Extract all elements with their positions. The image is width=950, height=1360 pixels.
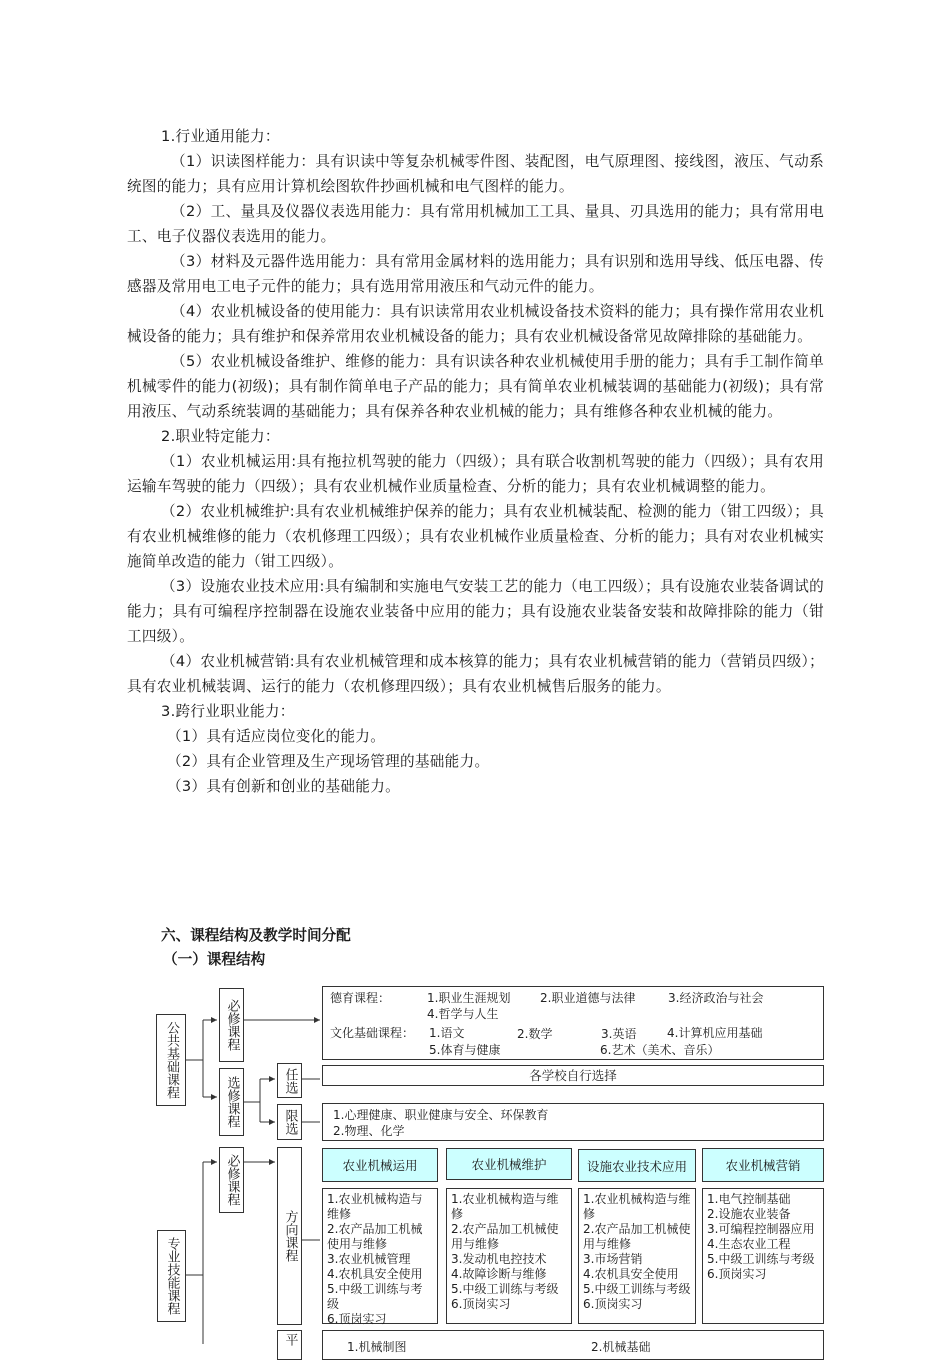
moral-item: 3.经济政治与社会 [668, 991, 764, 1005]
moral-label: 德育课程： [330, 991, 391, 1005]
culture-item: 6.艺术（美术、音乐） [600, 1043, 720, 1057]
school-choice-box [322, 1065, 824, 1086]
optional-elective-box: 任选 [277, 1063, 302, 1098]
direction-courses-list-4 [702, 1188, 824, 1324]
course-item: 2.农产品加工机械使用与维修 [327, 1222, 423, 1251]
course-item: 2.设施农业装备 [707, 1207, 791, 1221]
culture-item: 4.计算机应用基础 [667, 1026, 763, 1040]
platform-courses-items-box [322, 1330, 824, 1360]
paragraph: （3）具有创新和创业的基础能力。 [167, 778, 400, 795]
course-item: 5.中级工训练与考级 [451, 1282, 559, 1296]
culture-item: 2.数学 [517, 1027, 553, 1041]
course-item: 4.生态农业工程 [707, 1237, 791, 1251]
paragraph: （2）农业机械维护:具有农业机械维护保养的能力；具有农业机械装配、检测的能力（钳工四级）；具有农业机械维修的能力（农机修理工四级）；具有农业机械作业质量检查、分析的能力；具有对农业机械实施简单改造的能力（钳工四级）。 [127, 503, 824, 570]
culture-item: 5.体育与健康 [429, 1043, 501, 1057]
course-item: 2.农产品加工机械使用与维修 [583, 1222, 691, 1251]
course-item: 2.农产品加工机械使用与维修 [451, 1222, 559, 1251]
required-courses-box-top: 必修课程 [219, 988, 244, 1062]
course-item: 4.农机具安全使用 [583, 1267, 679, 1281]
course-item: 1.农业机械构造与维修 [583, 1192, 691, 1221]
subsection-heading: （一）课程结构 [163, 951, 266, 968]
culture-label: 文化基础课程： [330, 1026, 415, 1040]
paragraph: 3.跨行业职业能力： [161, 703, 295, 720]
section-heading: 六、课程结构及教学时间分配 [161, 927, 351, 944]
paragraph: （1）农业机械运用:具有拖拉机驾驶的能力（四级）；具有联合收割机驾驶的能力（四级）；具有农用运输车驾驶的能力（四级）；具有农业机械作业质量检查、分析的能力；具有农业机械调整的能力。 [127, 453, 824, 495]
paragraph: （1）具有适应岗位变化的能力。 [167, 728, 386, 745]
course-item: 4.故障诊断与维修 [451, 1267, 547, 1281]
course-item: 3.市场营销 [583, 1252, 643, 1266]
course-item: 5.中级工训练与考级 [327, 1282, 423, 1311]
paragraph: （5）农业机械设备维护、维修的能力：具有识读各种农业机械使用手册的能力；具有手工制作简单机械零件的能力(初级)；具有制作简单电子产品的能力；具有简单农业机械装调的基础能力(初级)；具有常用液压、气动系统装调的基础能力；具有保养各种农业机械的能力；具有维修各种农业机械的能力。 [127, 353, 824, 420]
course-item: 3.可编程控制器应用 [707, 1222, 815, 1236]
direction-header-facility-agri-tech: 设施农业技术应用 [578, 1149, 696, 1182]
limited-elective-item: 2.物理、化学 [333, 1124, 405, 1138]
paragraph: （4）农业机械设备的使用能力：具有识读常用农业机械设备技术资料的能力；具有操作常用农业机械设备的能力；具有维护和保养常用农业机械设备的能力；具有农业机械设备常见故障排除的基础能力。 [127, 303, 824, 345]
course-item: 1.农业机械构造与维修 [451, 1192, 559, 1221]
direction-courses-list-1 [322, 1188, 438, 1324]
course-item: 1.农业机械构造与维修 [327, 1192, 423, 1221]
paragraph: （4）农业机械营销:具有农业机械管理和成本核算的能力；具有农业机械营销的能力（营销员四级）；具有农业机械装调、运行的能力（农机修理四级）；具有农业机械售后服务的能力。 [127, 653, 824, 695]
course-item: 3.农业机械管理 [327, 1252, 411, 1266]
direction-header-agri-machinery-maintenance: 农业机械维护 [446, 1148, 572, 1180]
direction-courses-box: 方向课程 [277, 1147, 302, 1325]
required-courses-box-bottom: 必修课程 [219, 1147, 244, 1213]
paragraph: （3）材料及元器件选用能力：具有常用金属材料的选用能力；具有识别和选用导线、低压电器、传感器及常用电工电子元件的能力；具有选用常用液压和气动元件的能力。 [127, 253, 824, 295]
direction-courses-list-3 [578, 1188, 696, 1324]
course-item: 5.中级工训练与考级 [583, 1282, 691, 1296]
school-choice-text: 各学校自行选择 [529, 1067, 617, 1083]
elective-courses-box: 选修课程 [219, 1068, 244, 1136]
platform-course-item: 1.机械制图 [347, 1340, 407, 1354]
culture-item: 3.英语 [601, 1027, 637, 1041]
course-item: 1.电气控制基础 [707, 1192, 791, 1206]
moral-item: 4.哲学与人生 [427, 1007, 499, 1021]
course-item: 6.顶岗实习 [583, 1297, 643, 1311]
course-item: 6.顶岗实习 [707, 1267, 767, 1281]
direction-courses-list-2 [446, 1188, 572, 1324]
direction-header-agri-machinery-marketing: 农业机械营销 [702, 1148, 824, 1182]
professional-skill-courses-box: 专业技能课程 [157, 1230, 186, 1322]
course-item: 4.农机具安全使用 [327, 1267, 423, 1281]
paragraph: （2）具有企业管理及生产现场管理的基础能力。 [167, 753, 490, 770]
limited-elective-items-box [322, 1103, 824, 1141]
moral-item: 1.职业生涯规划 [427, 991, 511, 1005]
paragraph: 1.行业通用能力： [161, 128, 280, 145]
public-basic-courses-box: 公共基础课程 [156, 1014, 186, 1106]
course-item: 6.顶岗实习 [451, 1297, 511, 1311]
culture-item: 1.语文 [429, 1026, 465, 1040]
paragraph: （3）设施农业技术应用:具有编制和实施电气安装工艺的能力（电工四级）；具有设施农业装备调试的能力；具有可编程序控制器在设施农业装备中应用的能力；具有设施农业装备安装和故障排除的能力（钳工四级）。 [127, 578, 824, 645]
paragraph: （1）识读图样能力：具有识读中等复杂机械零件图、装配图，电气原理图、接线图，液压、气动系统图的能力；具有应用计算机绘图软件抄画机械和电气图样的能力。 [127, 153, 824, 195]
moral-culture-courses-box [322, 986, 824, 1060]
limited-elective-box: 限选 [277, 1104, 302, 1140]
course-item: 5.中级工训练与考级 [707, 1252, 815, 1266]
platform-course-item: 2.机械基础 [591, 1340, 651, 1354]
paragraph: 2.职业特定能力： [161, 428, 280, 445]
course-item: 6.顶岗实习 [327, 1312, 387, 1326]
course-item: 3.发动机电控技术 [451, 1252, 547, 1266]
platform-courses-box: 平 [277, 1330, 302, 1360]
paragraph: （2）工、量具及仪器仪表选用能力：具有常用机械加工工具、量具、刃具选用的能力；具有常用电工、电子仪器仪表选用的能力。 [127, 203, 824, 245]
direction-header-agri-machinery-use: 农业机械运用 [322, 1148, 438, 1182]
moral-item: 2.职业道德与法律 [540, 991, 636, 1005]
limited-elective-item: 1.心理健康、职业健康与安全、环保教育 [333, 1108, 549, 1122]
